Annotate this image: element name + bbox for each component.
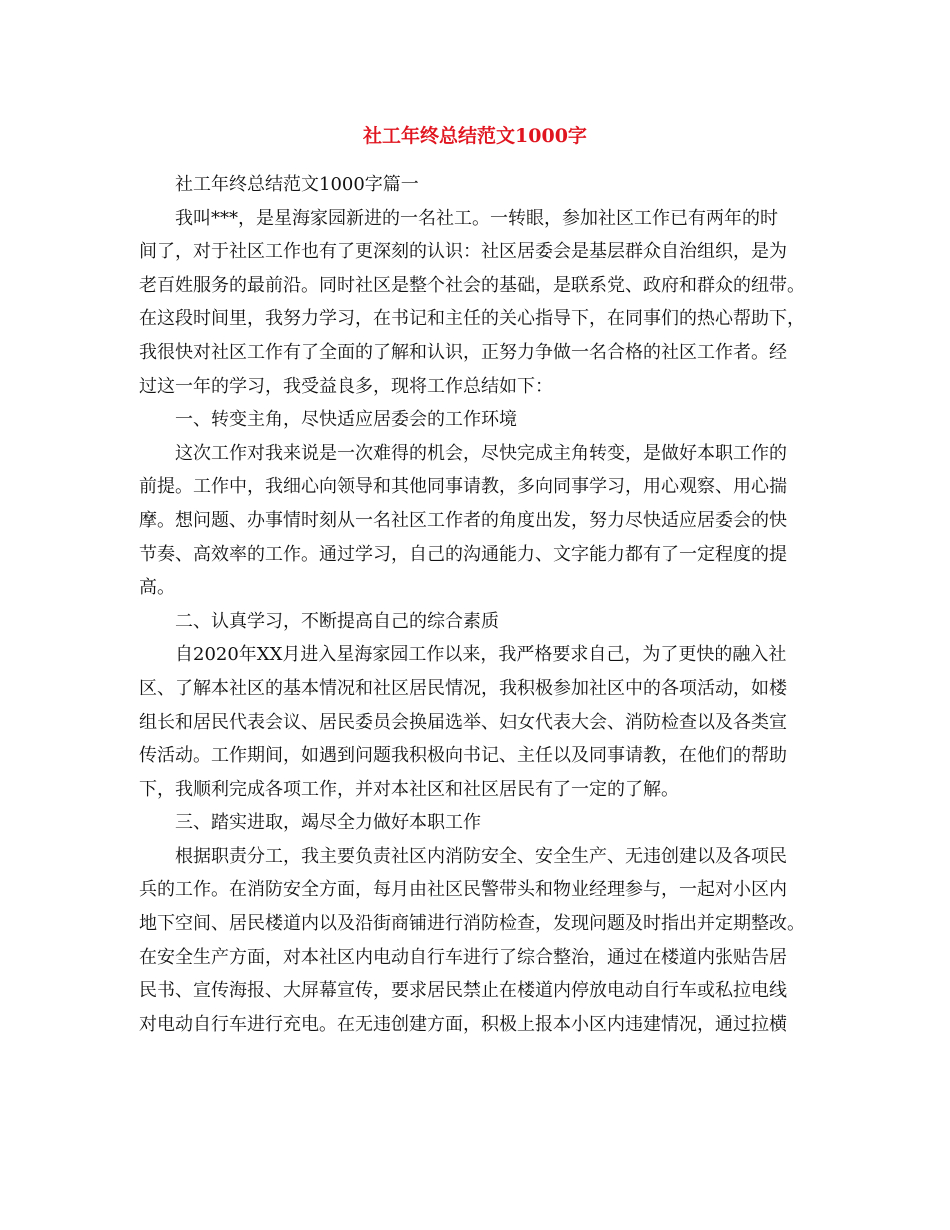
text-line: 高。 [139,577,175,599]
text-line: 根据职责分工，我主要负责社区内消防安全、安全生产、无违创建以及各项民 [175,845,787,867]
text-line: 民书、宣传海报、大屏幕宣传，要求居民禁止在楼道内停放电动自行车或私拉电线 [139,980,787,1002]
text-line: 一、转变主角，尽快适应居委会的工作环境 [175,409,517,431]
text-line: 过这一年的学习，我受益良多，现将工作总结如下： [139,375,553,397]
text-line: 二、认真学习，不断提高自己的综合素质 [175,610,499,632]
text-line: 间了，对于社区工作也有了更深刻的认识：社区居委会是基层群众自治组织，是为 [139,241,787,263]
text-line: 下，我顺利完成各项工作，并对本社区和社区居民有了一定的了解。 [139,778,679,800]
text-line: 摩。想问题、办事情时刻从一名社区工作者的角度出发，努力尽快适应居委会的快 [139,509,787,531]
text-line: 在安全生产方面，对本社区内电动自行车进行了综合整治，通过在楼道内张贴告居 [139,946,787,968]
text-line: 自2020年XX月进入星海家园工作以来，我严格要求自己，为了更快的融入社 [175,644,787,666]
text-line: 这次工作对我来说是一次难得的机会，尽快完成主角转变，是做好本职工作的 [175,442,787,464]
text-line: 前提。工作中，我细心向领导和其他同事请教，多向同事学习，用心观察、用心揣 [139,476,787,498]
text-line: 对电动自行车进行充电。在无违创建方面，积极上报本小区内违建情况，通过拉横 [139,1013,787,1035]
text-line: 老百姓服务的最前沿。同时社区是整个社会的基础，是联系党、政府和群众的纽带。 [139,274,805,296]
text-line: 组长和居民代表会议、居民委员会换届选举、妇女代表大会、消防检查以及各类宣 [139,711,787,733]
text-line: 我叫***，是星海家园新进的一名社工。一转眼，参加社区工作已有两年的时 [175,207,778,229]
text-line: 兵的工作。在消防安全方面，每月由社区民警带头和物业经理参与，一起对小区内 [139,879,787,901]
text-line: 节奏、高效率的工作。通过学习，自己的沟通能力、文字能力都有了一定程度的提 [139,543,787,565]
text-line: 三、踏实进取，竭尽全力做好本职工作 [175,812,481,834]
text-line: 地下空间、居民楼道内以及沿街商铺进行消防检查，发现问题及时指出并定期整改。 [139,913,805,935]
text-line: 传活动。工作期间，如遇到问题我积极向书记、主任以及同事请教，在他们的帮助 [139,745,787,767]
text-line: 在这段时间里，我努力学习，在书记和主任的关心指导下，在同事们的热心帮助下， [139,308,805,330]
text-line: 社工年终总结范文1000字篇一 [175,174,419,195]
document-title: 社工年终总结范文1000字 [363,125,587,147]
document-body [139,168,819,1041]
text-line: 区、了解本社区的基本情况和社区居民情况，我积极参加社区中的各项活动，如楼 [139,677,787,699]
text-line: 我很快对社区工作有了全面的了解和认识，正努力争做一名合格的社区工作者。经 [139,341,787,363]
